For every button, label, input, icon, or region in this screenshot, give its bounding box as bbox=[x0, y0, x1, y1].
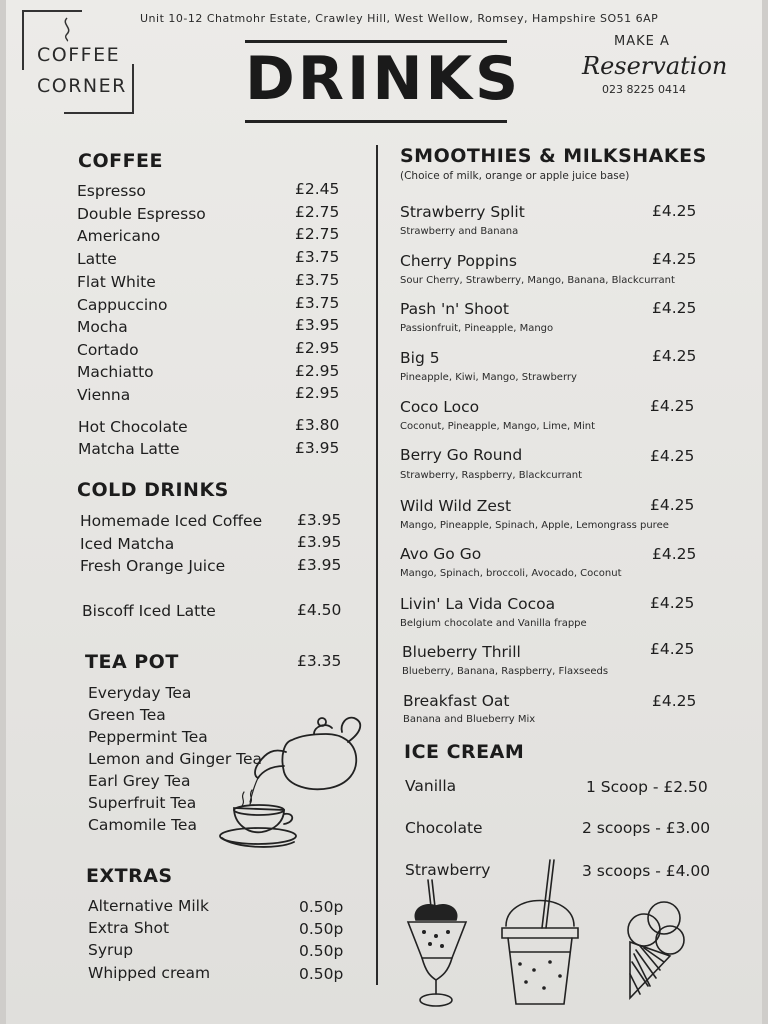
cold-item: Biscoff Iced Latte bbox=[82, 602, 216, 620]
title-rule-bottom bbox=[245, 120, 507, 123]
tea-item: Superfruit Tea bbox=[88, 794, 197, 812]
smoothie-desc: Strawberry, Raspberry, Blackcurrant bbox=[400, 470, 583, 481]
ice-cream-price: 2 scoops - £3.00 bbox=[582, 819, 711, 837]
smoothie-desc: Blueberry, Banana, Raspberry, Flaxseeds bbox=[402, 666, 609, 677]
smoothies-note: (Choice of milk, orange or apple juice base) bbox=[400, 170, 630, 182]
smoothie-name: Strawberry Split bbox=[400, 203, 525, 221]
smoothie-price: £4.25 bbox=[652, 545, 697, 563]
ice-cream-cone-illustration bbox=[620, 898, 692, 1002]
smoothie-price: £4.25 bbox=[652, 250, 697, 268]
extras-price: 0.50p bbox=[299, 920, 344, 938]
smoothie-name: Avo Go Go bbox=[400, 545, 482, 563]
smoothie-name: Breakfast Oat bbox=[403, 692, 510, 710]
tea-item: Everyday Tea bbox=[88, 684, 192, 702]
coffee-item: Latte bbox=[77, 250, 117, 268]
smoothie-desc: Belgium chocolate and Vanilla frappe bbox=[400, 618, 587, 629]
extras-price: 0.50p bbox=[299, 898, 344, 916]
cold-item: Fresh Orange Juice bbox=[80, 557, 226, 575]
smoothie-name: Coco Loco bbox=[400, 398, 480, 416]
page-title: DRINKS bbox=[245, 44, 522, 114]
coffee-item: Double Espresso bbox=[77, 205, 206, 223]
title-rule-top bbox=[245, 40, 507, 43]
coffee-item: Americano bbox=[77, 227, 161, 245]
address: Unit 10-12 Chatmohr Estate, Crawley Hill, West Wellow, Romsey, Hampshire SO51 6AP bbox=[140, 12, 659, 25]
smoothie-price: £4.25 bbox=[650, 447, 695, 465]
extras-item: Whipped cream bbox=[88, 964, 211, 982]
tea-item: Earl Grey Tea bbox=[88, 772, 191, 790]
smoothie-cup-illustration bbox=[500, 858, 580, 1012]
smoothie-desc: Banana and Blueberry Mix bbox=[403, 714, 536, 725]
reservation-label: MAKE A bbox=[614, 34, 670, 49]
smoothie-desc: Passionfruit, Pineapple, Mango bbox=[400, 323, 554, 334]
tea-item: Lemon and Ginger Tea bbox=[88, 750, 263, 768]
smoothies-heading: SMOOTHIES & MILKSHAKES bbox=[400, 145, 707, 167]
coffee-price: £2.75 bbox=[295, 203, 340, 221]
extras-item: Alternative Milk bbox=[88, 897, 209, 915]
phone-number: 023 8225 0414 bbox=[602, 83, 686, 96]
smoothie-name: Cherry Poppins bbox=[400, 252, 517, 270]
cold-item: Iced Matcha bbox=[80, 535, 175, 553]
coffee-price: £2.95 bbox=[295, 339, 340, 357]
coffee-price: £3.75 bbox=[295, 248, 340, 266]
coffee-heading: COFFEE bbox=[78, 150, 164, 172]
extras-price: 0.50p bbox=[299, 942, 344, 960]
coffee-price: £2.45 bbox=[295, 180, 340, 198]
ice-cream-price: 1 Scoop - £2.50 bbox=[586, 778, 708, 796]
teapot-cup-illustration bbox=[214, 712, 366, 854]
logo-line-1: COFFEE bbox=[37, 44, 121, 66]
tea-pot-heading: TEA POT bbox=[85, 651, 179, 673]
ice-cream-flavour: Chocolate bbox=[405, 819, 483, 837]
smoothie-desc: Mango, Spinach, broccoli, Avocado, Coconut bbox=[400, 568, 622, 579]
smoothie-price: £4.25 bbox=[652, 692, 697, 710]
smoothie-desc: Mango, Pineapple, Spinach, Apple, Lemongrass puree bbox=[400, 520, 669, 531]
ice-cream-flavour: Vanilla bbox=[405, 777, 457, 795]
cold-price: £3.95 bbox=[297, 511, 342, 529]
milkshake-illustration bbox=[402, 876, 472, 1012]
column-divider bbox=[376, 145, 378, 985]
smoothie-name: Blueberry Thrill bbox=[402, 643, 521, 661]
smoothie-desc: Strawberry and Banana bbox=[400, 226, 519, 237]
coffee-price: £2.95 bbox=[295, 362, 340, 380]
smoothie-price: £4.25 bbox=[650, 594, 695, 612]
coffee-price: £3.80 bbox=[295, 416, 340, 434]
coffee-item: Matcha Latte bbox=[78, 440, 180, 458]
smoothie-price: £4.25 bbox=[650, 640, 695, 658]
extras-item: Syrup bbox=[88, 941, 134, 959]
tea-item: Peppermint Tea bbox=[88, 728, 208, 746]
extras-heading: EXTRAS bbox=[86, 865, 173, 887]
ice-cream-flavour: Strawberry bbox=[405, 861, 491, 879]
smoothie-name: Berry Go Round bbox=[400, 446, 523, 464]
coffee-item: Espresso bbox=[77, 182, 146, 200]
coffee-price: £2.75 bbox=[295, 225, 340, 243]
coffee-item: Cortado bbox=[77, 341, 139, 359]
extras-price: 0.50p bbox=[299, 965, 344, 983]
coffee-price: £3.75 bbox=[295, 294, 340, 312]
smoothie-price: £4.25 bbox=[650, 496, 695, 514]
reservation-script: Reservation bbox=[582, 52, 728, 80]
smoothie-price: £4.25 bbox=[652, 347, 697, 365]
smoothie-name: Livin' La Vida Cocoa bbox=[400, 595, 556, 613]
coffee-item: Vienna bbox=[77, 386, 131, 404]
coffee-price: £3.95 bbox=[295, 439, 340, 457]
coffee-item: Cappuccino bbox=[77, 296, 168, 314]
smoothie-name: Wild Wild Zest bbox=[400, 497, 512, 515]
cold-price: £4.50 bbox=[297, 601, 342, 619]
coffee-item: Flat White bbox=[77, 273, 156, 291]
coffee-price: £3.75 bbox=[295, 271, 340, 289]
smoothie-desc: Coconut, Pineapple, Mango, Lime, Mint bbox=[400, 421, 596, 432]
extras-item: Extra Shot bbox=[88, 919, 170, 937]
smoothie-price: £4.25 bbox=[652, 299, 697, 317]
coffee-item: Mocha bbox=[77, 318, 128, 336]
tea-item: Camomile Tea bbox=[88, 816, 197, 834]
steam-icon bbox=[60, 16, 74, 42]
cold-drinks-heading: COLD DRINKS bbox=[77, 479, 229, 501]
tea-item: Green Tea bbox=[88, 706, 166, 724]
smoothie-price: £4.25 bbox=[650, 397, 695, 415]
smoothie-desc: Pineapple, Kiwi, Mango, Strawberry bbox=[400, 372, 577, 383]
smoothie-desc: Sour Cherry, Strawberry, Mango, Banana, Blackcurrant bbox=[400, 275, 675, 286]
coffee-price: £2.95 bbox=[295, 384, 340, 402]
cold-item: Homemade Iced Coffee bbox=[80, 512, 263, 530]
ice-cream-price: 3 scoops - £4.00 bbox=[582, 862, 711, 880]
coffee-item: Machiatto bbox=[77, 363, 154, 381]
coffee-price: £3.95 bbox=[295, 316, 340, 334]
ice-cream-heading: ICE CREAM bbox=[404, 741, 525, 763]
cold-price: £3.95 bbox=[297, 556, 342, 574]
tea-pot-price: £3.35 bbox=[297, 652, 342, 670]
smoothie-name: Big 5 bbox=[400, 349, 440, 367]
cold-price: £3.95 bbox=[297, 533, 342, 551]
coffee-item: Hot Chocolate bbox=[78, 418, 188, 436]
smoothie-price: £4.25 bbox=[652, 202, 697, 220]
logo-line-2: CORNER bbox=[37, 75, 127, 97]
smoothie-name: Pash 'n' Shoot bbox=[400, 300, 509, 318]
